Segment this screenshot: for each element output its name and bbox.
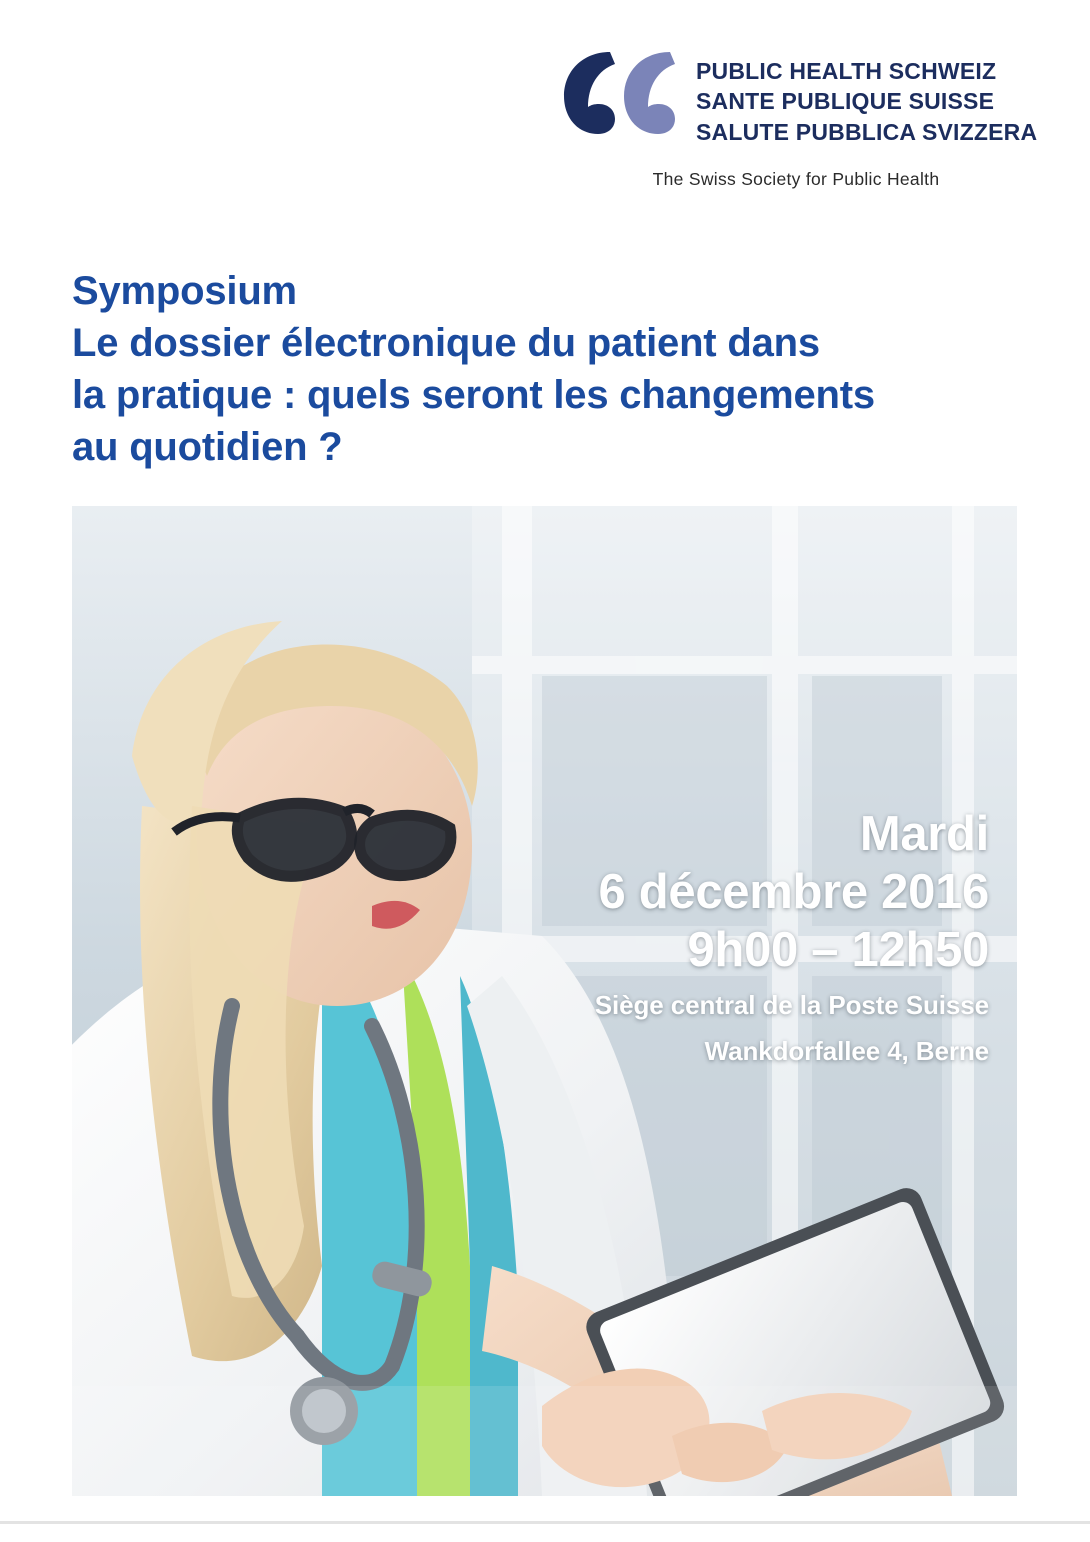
doctor-with-tablet-photo (72, 506, 1017, 1496)
title-line-2: Le dossier électronique du patient dans (72, 321, 820, 365)
organisation-name (696, 48, 1037, 147)
org-line-it: SALUTE PUBBLICA SVIZZERA (696, 118, 1038, 145)
page-title (72, 265, 1012, 473)
logo-row (558, 48, 1038, 147)
event-address: Wankdorfallee 4, Berne (704, 1036, 989, 1067)
quotation-marks-logo-icon (558, 48, 678, 140)
organisation-tagline: The Swiss Society for Public Health (652, 169, 940, 190)
title-line-1: Symposium (72, 269, 297, 313)
event-venue: Siège central de la Poste Suisse (594, 990, 989, 1021)
org-line-de: PUBLIC HEALTH SCHWEIZ (696, 58, 997, 84)
header (558, 48, 1038, 190)
event-day: Mardi (859, 807, 989, 861)
event-time: 9h00 – 12h50 (687, 922, 989, 977)
title-line-4: au quotidien ? (72, 425, 343, 469)
org-line-fr: SANTE PUBLIQUE SUISSE (696, 88, 995, 115)
event-details-overlay (349, 806, 989, 1071)
event-date: 6 décembre 2016 (598, 864, 989, 919)
title-line-3: la pratique : quels seront les changements (72, 373, 875, 417)
footer-divider (0, 1521, 1090, 1524)
